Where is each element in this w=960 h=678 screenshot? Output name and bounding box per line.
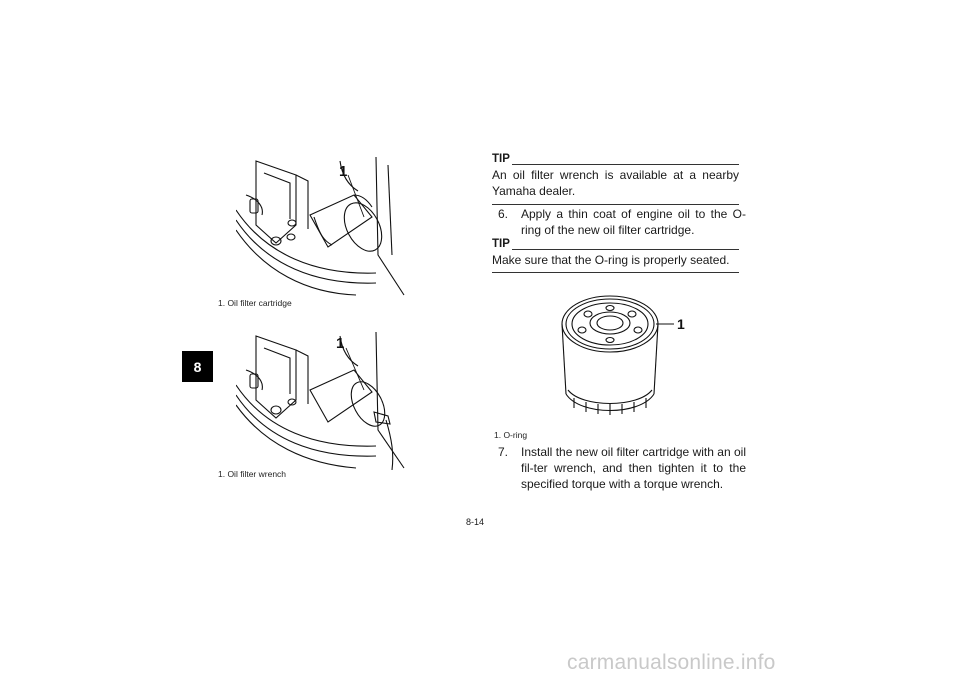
tip-heading-rule (512, 249, 739, 250)
watermark: carmanualsonline.info (567, 651, 776, 674)
figure3-caption: 1. O-ring (494, 430, 528, 440)
figure2-caption: 1. Oil filter wrench (218, 469, 287, 479)
tip-end-rule (492, 204, 739, 205)
step-7 (498, 444, 748, 494)
oil-filter-wrench-illustration (236, 330, 408, 470)
tip-heading: TIP (492, 238, 510, 250)
step-6 (498, 206, 748, 240)
tip-body: An oil filter wrench is available at a nearby Yamaha dealer. (492, 168, 739, 198)
step-number: 7. (498, 445, 509, 459)
step-text: Install the new oil filter cartridge with an oil fil-ter wrench, and then tighten it to the specified torque with a torque wrench. (521, 445, 746, 491)
chapter-tab: 8 (182, 351, 213, 382)
figure3-callout: 1 (677, 316, 685, 332)
o-ring-filter-illustration (560, 290, 700, 422)
figure1-caption: 1. Oil filter cartridge (218, 298, 292, 308)
figure1-callout: 1 (339, 163, 348, 180)
oil-filter-cartridge-illustration (236, 155, 408, 297)
tip-body: Make sure that the O-ring is properly seated. (492, 253, 730, 267)
step-text: Apply a thin coat of engine oil to the O-ring of the new oil filter cartridge. (521, 207, 746, 237)
figure2-callout: 1 (336, 335, 345, 352)
page-number: 8-14 (466, 517, 485, 527)
step-number: 6. (498, 207, 509, 221)
tip-end-rule (492, 272, 739, 273)
tip-heading: TIP (492, 153, 510, 165)
tip-note-1 (492, 153, 739, 205)
tip-note-2 (492, 238, 739, 273)
tip-heading-rule (512, 164, 739, 165)
